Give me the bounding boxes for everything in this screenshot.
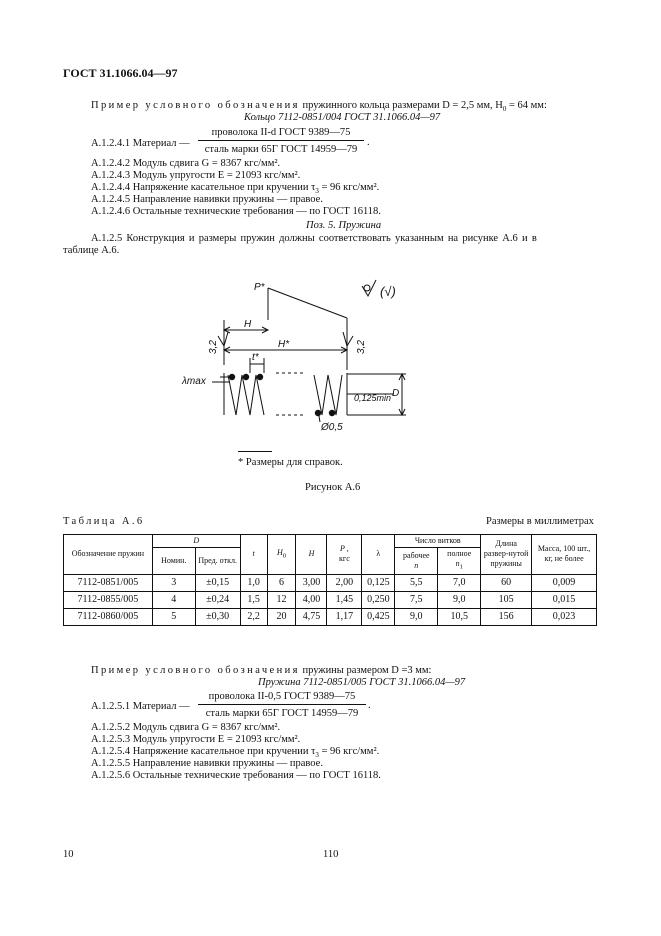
min-label: 0,125min [354,393,392,403]
col-D [152,535,240,548]
construction-line-1: А.1.2.5 Конструкция и размеры пружин должны соответствовать указанным на рисунке А.6 и в [91,233,537,244]
cell: 4 [152,591,195,608]
col-P-text: P , [340,544,349,554]
col-mass: Масса, 100 шт., кг, не более [532,535,597,575]
table-row [64,608,597,625]
spec-1-elastic: А.1.2.4.3 Модуль упругости E = 21093 кгс/мм². [91,170,301,181]
col-t-text: t [252,549,255,559]
table-row [64,574,597,591]
construction-line-2: таблице А.6. [63,245,120,256]
col-working-text: рабочее [403,550,430,560]
cell: 20 [267,608,296,625]
cell: 4,00 [296,591,327,608]
page-number-center: 110 [323,849,339,860]
spring-coils-left [228,375,264,415]
cell: 7,0 [438,574,481,591]
roughness-right-label: 3,2 [356,340,367,354]
material-1-prefix: А.1.2.4.1 Материал — [91,138,190,149]
cell: 6 [267,574,296,591]
spec-2-elastic: А.1.2.5.3 Модуль упругости E = 21093 кгс/мм². [91,734,301,745]
spec-2-stress-sub: 3 [315,751,319,760]
cell: 1,45 [327,591,362,608]
t-label: t* [252,352,259,363]
table-title: Таблица А.6 [63,516,145,527]
spec-1-shear: А.1.2.4.2 Модуль сдвига G = 8367 кгс/мм². [91,158,281,169]
coil-dot-4 [315,410,321,416]
example-spaced-text: Пример условного обозначения [91,100,300,111]
col-length: Длина развер-нутой пружины [481,535,532,575]
cell: 2,00 [327,574,362,591]
col-working [395,548,438,575]
page-number-left: 10 [63,849,74,860]
hstar-label: H* [278,339,290,350]
material-1-numerator: проволока II-d ГОСТ 9389—75 [211,127,351,138]
col-P [327,535,362,575]
col-H [296,535,327,575]
spec-2-shear: А.1.2.5.2 Модуль сдвига G = 8367 кгс/мм². [91,722,281,733]
col-turns: Число витков [395,535,481,548]
cell: 7112-0855/005 [64,591,153,608]
h-label: H [244,319,252,330]
dia-label: Ø0,5 [321,422,343,433]
cell: 0,250 [362,591,395,608]
col-nom: Номин. [152,548,195,575]
roughness-circle [364,285,370,291]
spring-drawing [180,270,430,445]
cell: 5,5 [395,574,438,591]
cell: 2,2 [240,608,267,625]
cell: ±0,30 [195,608,240,625]
cell: 1,5 [240,591,267,608]
col-H-text: H [308,549,315,559]
cell: 7112-0851/005 [64,574,153,591]
col-lambda: λ [362,535,395,575]
cell: 0,015 [532,591,597,608]
cell: 7112-0860/005 [64,608,153,625]
col-D-text: D [193,536,200,545]
col-designation: Обозначение пружин [64,535,153,575]
col-full [438,548,481,575]
cell: 12 [267,591,296,608]
spec-1-other: А.1.2.4.6 Остальные технические требования — по ГОСТ 16118. [91,206,381,217]
col-H0 [267,535,296,575]
col-full-sym: n [455,559,460,568]
example2-spaced-text: Пример условного обозначения [91,665,300,676]
spec-2-stress-b: = 96 кгс/мм². [318,746,380,757]
ring-designation: Кольцо 7112-0851/004 ГОСТ 31.1066.04—97 [244,112,441,123]
cell: 10,5 [438,608,481,625]
example-rest-text: пружинного кольца размерами D = 2,5 мм, H [302,100,503,111]
roughness-general-label: (√) [380,284,396,299]
material-1-denominator: сталь марки 65Г ГОСТ 14959—79 [204,144,358,155]
example2-rest-text: пружины размером D =3 мм: [302,665,432,676]
spec-2-other: А.1.2.5.6 Остальные технические требования — по ГОСТ 16118. [91,770,381,781]
spec-2-direction: А.1.2.5.5 Направление навивки пружины — правое. [91,758,323,769]
cell: 1,17 [327,608,362,625]
material-2-dot: . [368,700,371,711]
cell: 9,0 [438,591,481,608]
roughness-left-label: 3,2 [208,340,219,354]
cell: 0,425 [362,608,395,625]
roughness-mark-right [343,332,353,346]
example-end-text: = 64 мм: [506,100,547,111]
cell: 105 [481,591,532,608]
roughness-mark-left [218,332,228,346]
coil-dot-2 [243,374,249,380]
spec-1-stress-a: А.1.2.4.4 Напряжение касательное при кручении τ [91,182,316,193]
cell: 1,0 [240,574,267,591]
spring-designation: Пружина 7112-0851/005 ГОСТ 31.1066.04—97 [258,677,466,688]
figure-caption: Рисунок А.6 [305,482,361,493]
cell: 156 [481,608,532,625]
standard-header: ГОСТ 31.1066.04—97 [63,66,178,80]
cell: 0,125 [362,574,395,591]
col-H0-text: H [276,547,283,557]
coil-dot-3 [257,374,263,380]
col-H0-sub: 0 [282,552,287,560]
col-t [240,535,267,575]
fraction-line-1 [198,140,364,141]
footnote: * Размеры для справок. [238,457,343,468]
col-full-sub: 1 [459,563,463,571]
col-full-text: полное [447,549,472,558]
cell: 9,0 [395,608,438,625]
cell: 3 [152,574,195,591]
material-2-denominator: сталь марки 65Г ГОСТ 14959—79 [205,708,359,719]
d-label: D [392,388,400,399]
cell: ±0,24 [195,591,240,608]
footnote-rule [238,451,272,452]
spec-2-stress-a: А.1.2.5.4 Напряжение касательное при кручении τ [91,746,316,757]
springs-table [63,534,597,626]
lambda-label: λmax [182,376,206,387]
coil-dot-5 [329,410,335,416]
table-units: Размеры в миллиметрах [486,516,594,527]
spec-1-direction: А.1.2.4.5 Направление навивки пружины — правое. [91,194,323,205]
material-1-dot: . [367,137,370,148]
table-row [64,591,597,608]
cell: 4,75 [296,608,327,625]
p-label: P* [254,282,265,293]
load-slope [268,288,347,318]
material-2-numerator: проволока II-0,5 ГОСТ 9389—75 [208,691,356,702]
cell: 60 [481,574,532,591]
spec-1-stress-sub: 3 [315,187,319,196]
cell: 0,023 [532,608,597,625]
coil-dot-1 [229,374,235,380]
spring-coils-right [314,375,342,415]
position-label: Поз. 5. Пружина [306,220,382,231]
cell: 7,5 [395,591,438,608]
spec-1-stress-b: = 96 кгс/мм². [318,182,380,193]
fraction-line-2 [198,704,366,705]
cell: 5 [152,608,195,625]
example-sub: 0 [502,105,507,114]
col-working-sym: n [414,560,419,570]
cell: 3,00 [296,574,327,591]
cell: 0,009 [532,574,597,591]
cell: ±0,15 [195,574,240,591]
col-P-unit: кгс [339,554,350,564]
material-2-prefix: А.1.2.5.1 Материал — [91,701,190,712]
col-tol: Пред. откл. [195,548,240,575]
